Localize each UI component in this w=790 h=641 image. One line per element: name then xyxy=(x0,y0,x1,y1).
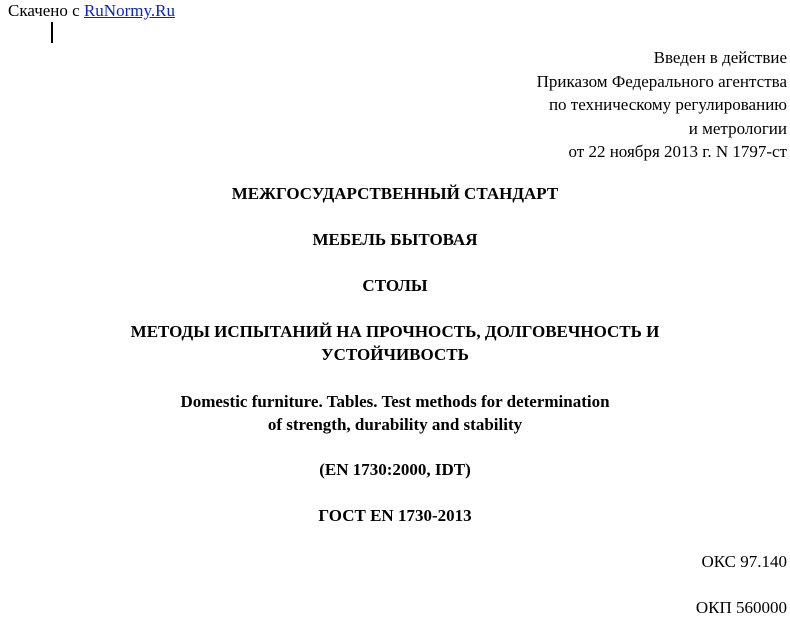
source-prefix: Скачено с xyxy=(8,1,80,20)
standard-item: СТОЛЫ xyxy=(362,276,428,295)
approval-line-3: по техническому регулированию xyxy=(548,95,787,114)
title-english-line-2: of strength, durability and stability xyxy=(267,415,523,434)
approval-line-1: Введен в действие xyxy=(653,48,787,67)
approval-line-4: и метрологии xyxy=(688,118,787,138)
approval-line-2: Приказом Федерального агентства xyxy=(536,71,787,91)
equivalence-note: (EN 1730:2000, IDT) xyxy=(319,460,471,479)
text-cursor xyxy=(51,22,53,43)
okp-code: ОКП 560000 xyxy=(695,598,787,617)
approval-line-5: от 22 ноября 2013 г. N 1797-ст xyxy=(568,142,787,161)
approval-block xyxy=(537,46,787,164)
standard-subject: МЕБЕЛЬ БЫТОВАЯ xyxy=(312,230,478,249)
title-russian xyxy=(0,320,790,366)
title-english-line-1: Domestic furniture. Tables. Test methods for determination xyxy=(180,392,610,411)
standard-type: МЕЖГОСУДАРСТВЕННЫЙ СТАНДАРТ xyxy=(231,184,559,203)
source-line xyxy=(8,1,175,21)
oks-code: ОКС 97.140 xyxy=(701,552,787,571)
title-russian-line-1: МЕТОДЫ ИСПЫТАНИЙ НА ПРОЧНОСТЬ, ДОЛГОВЕЧНОСТЬ И xyxy=(130,322,660,341)
runormy-link[interactable]: RuNormy.Ru xyxy=(83,1,175,20)
title-russian-line-2: УСТОЙЧИВОСТЬ xyxy=(321,345,469,364)
title-english xyxy=(0,390,790,436)
standard-designation: ГОСТ EN 1730-2013 xyxy=(318,506,472,525)
